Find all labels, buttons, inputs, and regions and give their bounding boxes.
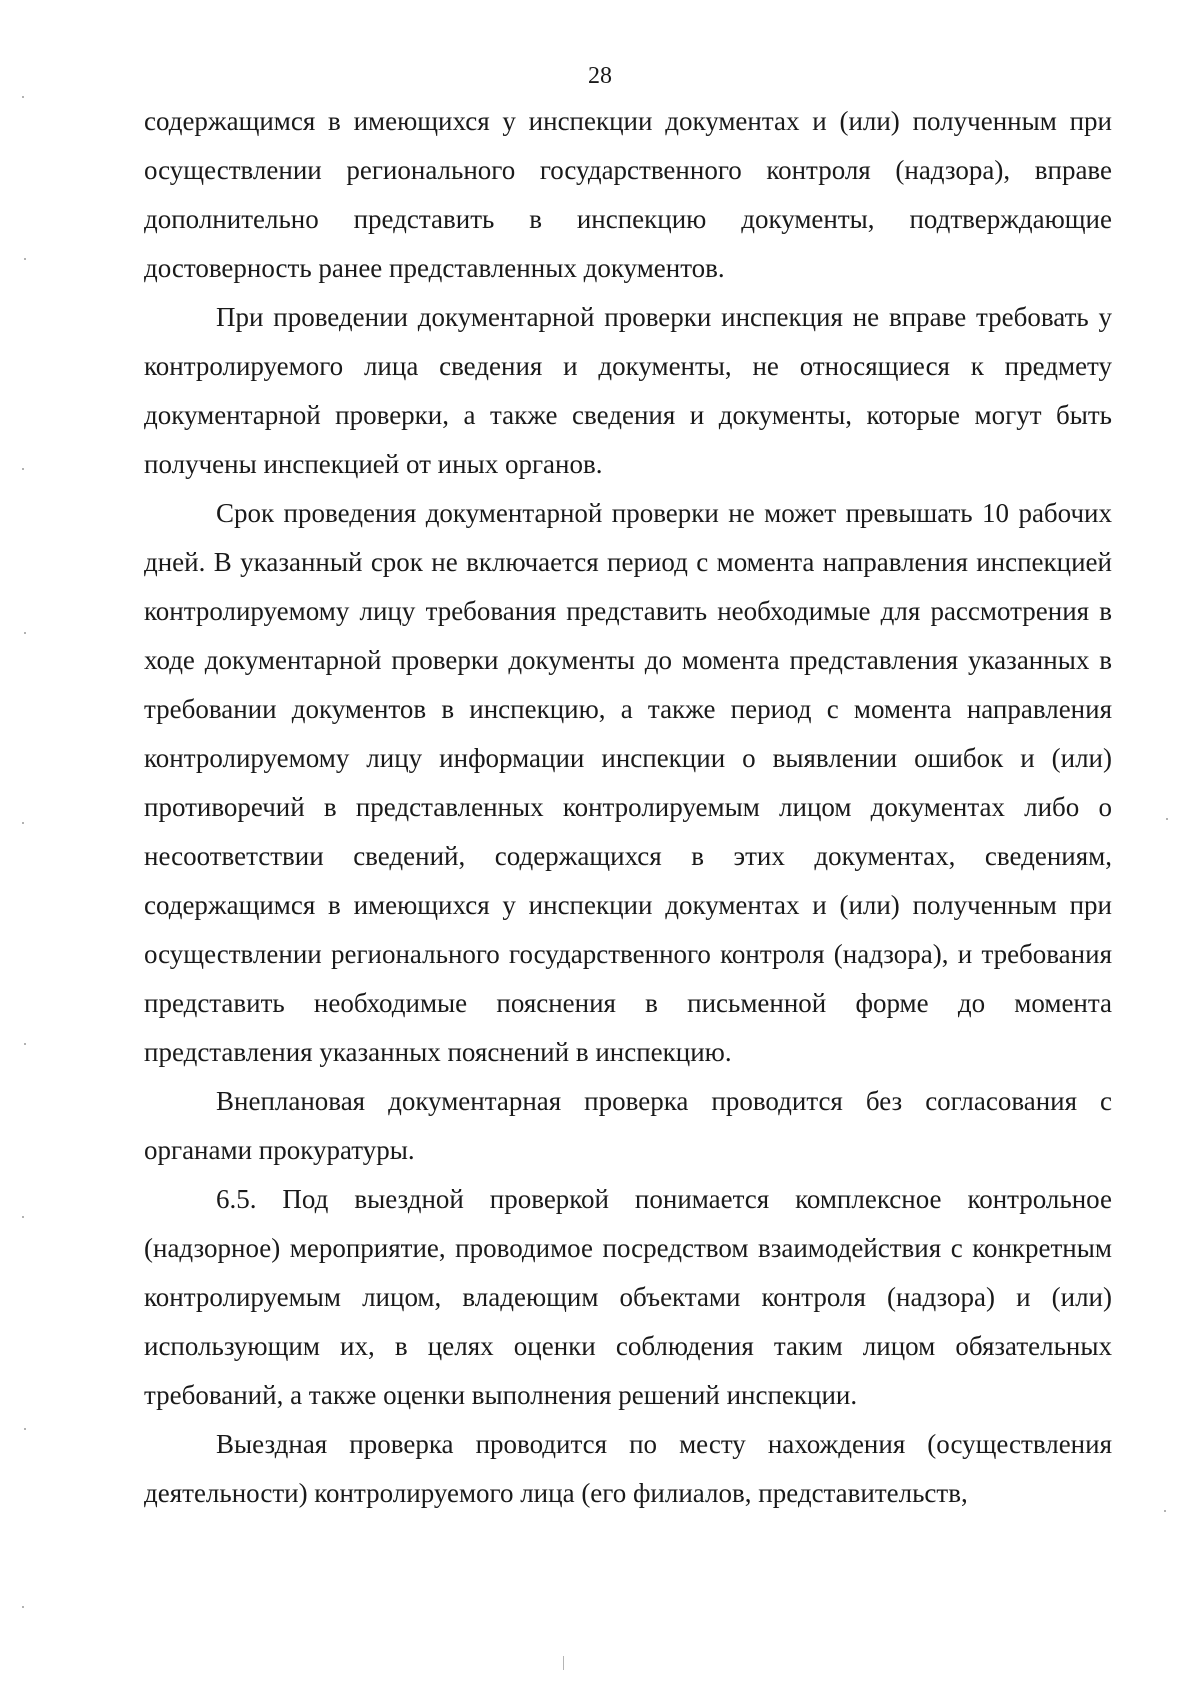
body-text <box>144 97 1112 1518</box>
scan-speck <box>22 468 24 470</box>
scan-speck <box>22 822 24 824</box>
scan-speck <box>22 1606 24 1608</box>
scan-speck <box>24 1043 26 1045</box>
paragraph-continuation: содержащимся в имеющихся у инспекции документах и (или) полученным при осуществлении регионального государственного контроля (надзора), вправе дополнительно представить в инспекцию документы, подтверждающие достоверность ранее представленных документов. <box>144 106 1112 283</box>
scan-speck <box>24 1428 26 1430</box>
paragraph-unscheduled-inspection: Внеплановая документарная проверка проводится без согласования с органами прокуратуры. <box>144 1086 1112 1165</box>
paragraph-field-inspection-definition: 6.5. Под выездной проверкой понимается комплексное контрольное (надзорное) мероприятие, проводимое посредством взаимодействия с конкретным контролируемым лицом, владеющим объектами контроля (надзора) и (или) использующим их, в целях оценки соблюдения таким лицом обязательных требований, а также оценки выполнения решений инспекции. <box>144 1184 1112 1410</box>
scan-speck <box>1164 1510 1166 1512</box>
scan-speck <box>24 632 26 634</box>
page-number: 28 <box>588 63 612 89</box>
scan-speck <box>22 1216 24 1218</box>
paragraph-inspection-restrictions: При проведении документарной проверки инспекция не вправе требовать у контролируемого лица сведения и документы, не относящиеся к предмету документарной проверки, а также сведения и документы, которые могут быть получены инспекцией от иных органов. <box>144 302 1112 479</box>
paragraph-field-inspection-location: Выездная проверка проводится по месту нахождения (осуществления деятельности) контролируемого лица (его филиалов, представительств, <box>144 1429 1112 1508</box>
scan-mark <box>563 1656 564 1670</box>
scan-speck <box>1166 818 1168 820</box>
scan-speck <box>24 258 26 260</box>
paragraph-inspection-term: Срок проведения документарной проверки не может превышать 10 рабочих дней. В указанный срок не включается период с момента направления инспекцией контролируемому лицу требования представить необходимые для рассмотрения в ходе документарной проверки документы до момента представления указанных в требовании документов в инспекцию, а также период с момента направления контролируемому лицу информации инспекции о выявлении ошибок и (или) противоречий в представленных контролируемым лицом документах либо о несоответствии сведений, содержащихся в этих документах, сведениям, содержащимся в имеющихся у инспекции документах и (или) полученным при осуществлении регионального государственного контроля (надзора), и требования представить необходимые пояснения в письменной форме до момента представления указанных пояснений в инспекцию. <box>144 498 1112 1067</box>
scan-speck <box>22 96 24 98</box>
